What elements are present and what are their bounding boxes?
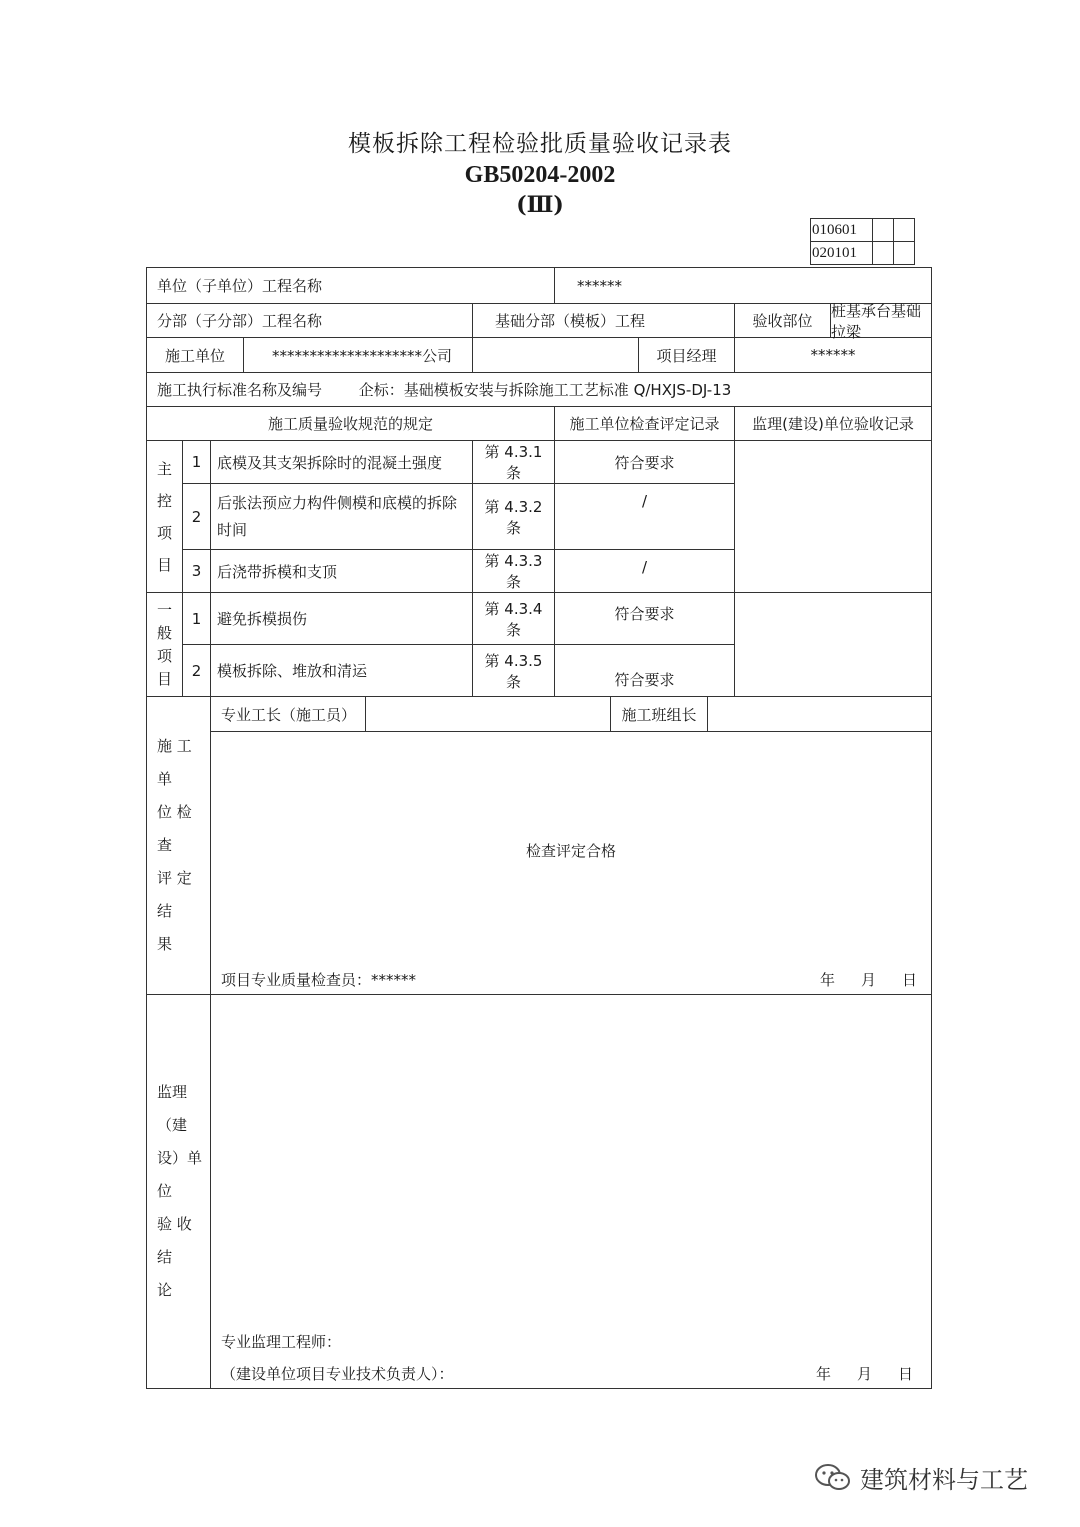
item-result: 符合要求 xyxy=(555,593,735,645)
supervising-engineer-label: 专业监理工程师： xyxy=(221,1333,342,1351)
supervisor-date: 年 月 日 xyxy=(815,1365,914,1383)
standard-value: 企标：基础模板安装与拆除施工工艺标准 Q/HXJS-DJ-13 xyxy=(358,381,732,399)
supervisor-result-row xyxy=(147,995,932,1389)
item-clause: 第 4.3.4 条 xyxy=(473,593,555,645)
item-no: 1 xyxy=(183,593,211,645)
foreman-row xyxy=(147,697,932,732)
contractor-cell xyxy=(147,338,473,373)
quality-inspector-label: 项目专业质量检查员：****** xyxy=(221,971,417,989)
header-row-contractor xyxy=(147,338,932,373)
team-leader-value xyxy=(708,697,931,731)
manager-value: ****** xyxy=(735,338,932,373)
unit-label: 单位（子单位）工程名称 xyxy=(147,268,555,304)
code-boxes xyxy=(810,218,915,265)
contractor-date: 年 月 日 xyxy=(819,971,918,989)
code-box xyxy=(894,219,915,242)
item-desc: 后浇带拆模和支顶 xyxy=(211,550,473,593)
item-result: 符合要求 xyxy=(555,441,735,484)
item-desc: 避免拆模损伤 xyxy=(211,593,473,645)
header-row-standard xyxy=(147,373,932,407)
item-no: 3 xyxy=(183,550,211,593)
item-no: 2 xyxy=(183,645,211,697)
foreman-value xyxy=(366,697,611,731)
column-header-row xyxy=(147,407,932,441)
acceptance-part-label: 验收部位 xyxy=(735,304,831,337)
general-group-label: 一 般 项 目 xyxy=(147,593,183,697)
watermark xyxy=(814,1460,1028,1495)
manager-label: 项目经理 xyxy=(656,346,717,365)
item-desc: 后张法预应力构件侧模和底模的拆除时间 xyxy=(211,484,473,550)
main-control-row xyxy=(147,441,932,484)
item-no: 2 xyxy=(183,484,211,550)
unit-value: ****** xyxy=(555,268,932,304)
item-result: / xyxy=(555,550,735,593)
code-1: 010601 xyxy=(811,219,873,242)
contractor-result-row xyxy=(147,732,932,995)
division-label: 分部（子分部）工程名称 xyxy=(147,304,473,338)
supervisor-result-label: 监理（建 设）单位 验 收 结 论 xyxy=(147,995,211,1389)
foreman-label: 专业工长（施工员） xyxy=(211,697,366,731)
main-control-group-label: 主 控 项 目 xyxy=(147,441,183,593)
code-box xyxy=(894,242,915,265)
code-box xyxy=(873,219,894,242)
title-main: 模板拆除工程检验批质量验收记录表 xyxy=(348,131,732,157)
col-supervisor-check: 监理(建设)单位验收记录 xyxy=(735,407,932,441)
contractor-result-label: 施 工 单 位 检 查 评 定 结 果 xyxy=(147,697,211,995)
supervisor-main-control-cell xyxy=(735,441,932,593)
contractor-value: ********************公司 xyxy=(272,346,453,365)
contractor-label: 施工单位 xyxy=(147,338,244,372)
team-leader-label: 施工班组长 xyxy=(611,697,708,731)
item-clause: 第 4.3.1 条 xyxy=(473,441,555,484)
item-desc: 底模及其支架拆除时的混凝土强度 xyxy=(211,441,473,484)
item-result: / xyxy=(555,484,735,550)
item-no: 1 xyxy=(183,441,211,484)
item-clause: 第 4.3.2 条 xyxy=(473,484,555,550)
item-result: 符合要求 xyxy=(555,645,735,697)
watermark-text: 建筑材料与工艺 xyxy=(860,1466,1028,1494)
col-spec: 施工质量验收规范的规定 xyxy=(147,407,555,441)
general-row xyxy=(147,593,932,645)
item-clause: 第 4.3.3 条 xyxy=(473,550,555,593)
owner-tech-lead-label: （建设单位项目专业技术负责人）： xyxy=(221,1365,454,1383)
inspection-record-table xyxy=(146,267,932,1389)
col-contractor-check: 施工单位检查评定记录 xyxy=(555,407,735,441)
item-clause: 第 4.3.5 条 xyxy=(473,645,555,697)
contractor-conclusion: 检查评定合格 xyxy=(526,842,617,860)
document-title xyxy=(0,128,1080,220)
wechat-icon xyxy=(814,1463,852,1493)
standard-label: 施工执行标准名称及编号 xyxy=(157,381,323,399)
title-standard: GB50204-2002 xyxy=(464,162,616,188)
code-2: 020101 xyxy=(811,242,873,265)
division-value: 基础分部（模板）工程 xyxy=(473,304,735,338)
supervisor-general-cell xyxy=(735,593,932,697)
title-sub: (Ⅲ) xyxy=(516,192,564,218)
acceptance-part-value: 桩基承台基础拉梁 xyxy=(831,301,922,341)
item-desc: 模板拆除、堆放和清运 xyxy=(211,645,473,697)
header-row-unit xyxy=(147,268,932,304)
header-row-division xyxy=(147,304,932,338)
acceptance-part-cell xyxy=(735,301,932,341)
code-box xyxy=(873,242,894,265)
